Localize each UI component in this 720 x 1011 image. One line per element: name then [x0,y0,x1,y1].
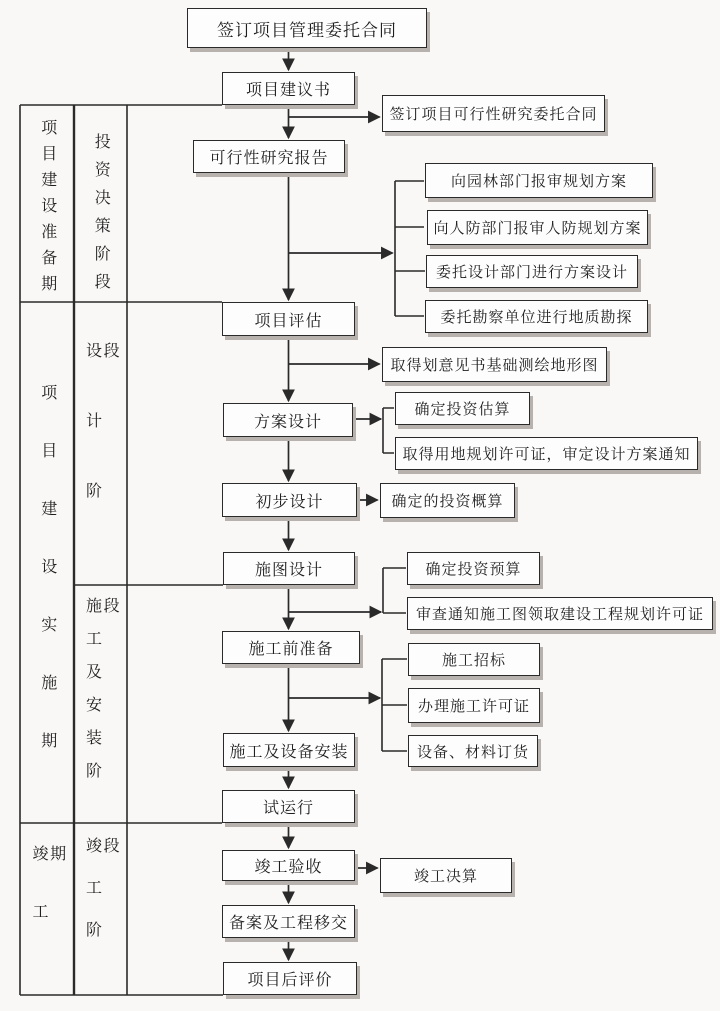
flow-node-garden-dept-review: 向园林部门报审规划方案 [425,163,653,198]
lane-implementation-period [20,302,74,823]
lane-construction-installation-stage [74,585,127,823]
lane-label: 竣工阶段 [83,837,119,963]
flow-node-survey-unit-geology: 委托勘察单位进行地质勘探 [425,300,648,333]
flow-node-investment-rough-estimate: 确定的投资概算 [380,483,515,518]
flow-node-sign-feasibility-contract: 签订项目可行性研究委托合同 [382,95,605,132]
flow-node-project-evaluation: 项目评估 [222,302,355,336]
lane-label: 投资决策阶段 [92,133,110,301]
flow-node-project-proposal: 项目建议书 [222,72,355,105]
flow-node-sign-management-contract: 签订项目管理委托合同 [187,8,427,48]
flow-node-construction-permit: 办理施工许可证 [408,688,540,723]
lane-label: 项目建设准备期 [38,119,56,301]
lane-label: 项目建设实施期 [38,384,56,790]
flow-node-design-dept-scheme: 委托设计部门进行方案设计 [426,255,638,288]
lane-label: 竣工期 [30,845,65,961]
flow-node-civil-defense-review: 向人防部门报审人防规划方案 [427,210,648,245]
flow-node-trial-run: 试运行 [222,790,355,823]
flow-node-post-project-evaluation: 项目后评价 [223,962,357,995]
lane-completion-period [20,823,74,995]
flow-node-pre-construction-preparation: 施工前准备 [222,631,360,664]
flow-node-completion-acceptance: 竣工验收 [222,850,355,881]
flow-node-construction-bidding: 施工招标 [408,643,540,676]
flow-node-filing-and-handover: 备案及工程移交 [222,905,355,938]
lane-completion-stage [74,823,127,995]
lane-investment-decision-stage [74,105,127,302]
lane-preparation-period [20,105,74,302]
flow-node-drawing-review-permit: 审查通知施工图领取建设工程规划许可证 [407,597,713,630]
flow-node-construction-drawing-design: 施图设计 [223,552,355,585]
lane-design-stage [74,302,127,585]
flow-node-preliminary-design: 初步设计 [222,483,357,517]
flow-node-feasibility-study-report: 可行性研究报告 [193,140,345,173]
lane-label: 施工及安装阶段 [83,597,119,795]
flow-node-planning-opinion-topo-map: 取得划意见书基础测绘地形图 [382,347,607,382]
flow-node-investment-estimate: 确定投资估算 [395,392,530,425]
flow-node-equipment-material-order: 设备、材料订货 [408,735,538,767]
lane-label: 设计阶段 [83,342,119,552]
flow-node-land-planning-permit: 取得用地规划许可证，审定设计方案通知 [395,437,698,470]
flow-node-completion-settlement: 竣工决算 [380,858,512,893]
flow-node-investment-budget: 确定投资预算 [407,552,540,585]
flow-node-scheme-design: 方案设计 [223,403,353,437]
flow-node-construction-equipment-installation: 施工及设备安装 [223,733,355,767]
